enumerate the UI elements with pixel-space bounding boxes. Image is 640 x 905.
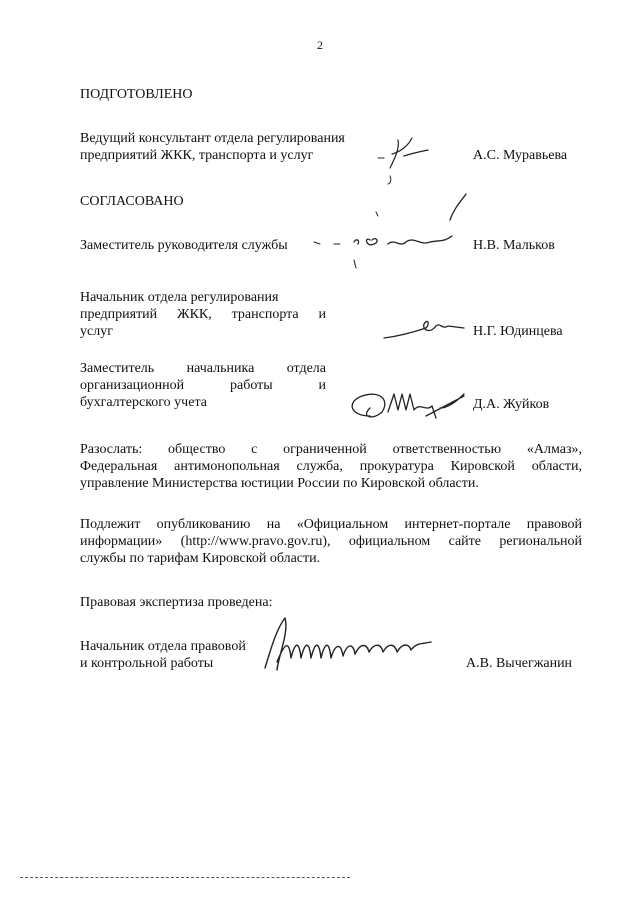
legal-review-role — [80, 638, 280, 672]
agreed-role-line: услуг — [80, 324, 113, 339]
agreed-heading: СОГЛАСОВАНО — [80, 194, 184, 209]
legal-review-text: Правовая экспертиза проведена: — [80, 595, 273, 610]
prepared-role-line: Ведущий консультант отдела регулирования — [80, 131, 345, 146]
agreed-role-1 — [80, 237, 320, 254]
prepared-role-line: предприятий ЖКК, транспорта и услуг — [80, 148, 314, 163]
publication-line: информации» (http://www.pravo.gov.ru), официальном сайте региональной — [80, 534, 582, 549]
signature-vychegzhanin — [255, 612, 445, 678]
distribution-line: Федеральная антимонопольная служба, прокуратура Кировской области, — [80, 459, 582, 474]
agreed-role-2 — [80, 289, 326, 340]
distribution-line: Разослать: общество с ограниченной ответственностью «Алмаз», — [80, 442, 582, 457]
footer-divider — [20, 877, 350, 878]
agreed-role-line: бухгалтерского учета — [80, 395, 207, 410]
signature-zhuikov — [340, 372, 480, 432]
publication-paragraph — [80, 516, 582, 567]
agreed-role-3 — [80, 360, 326, 411]
legal-review-role-line: и контрольной работы — [80, 656, 214, 671]
page-number: 2 — [317, 38, 323, 52]
signature-malkov — [310, 190, 480, 280]
publication-line: службы по тарифам Кировской области. — [80, 551, 321, 566]
agreed-name-3: Д.А. Жуйков — [473, 397, 550, 412]
prepared-role — [80, 130, 370, 164]
prepared-heading: ПОДГОТОВЛЕНО — [80, 87, 193, 102]
prepared-name: А.С. Муравьева — [473, 148, 568, 163]
distribution-paragraph — [80, 441, 582, 492]
distribution-line: управление Министерства юстиции России по Кировской области. — [80, 476, 479, 491]
agreed-name-1: Н.В. Мальков — [473, 238, 555, 253]
legal-review-name: А.В. Вычегжанин — [466, 656, 573, 671]
publication-line: Подлежит опубликованию на «Официальном интернет-портале правовой — [80, 517, 582, 532]
signature-muravyeva — [370, 128, 440, 190]
agreed-role-line: Заместитель начальника отдела — [80, 361, 326, 376]
agreed-role-line: Начальник отдела регулирования — [80, 290, 279, 305]
agreed-role-line: Заместитель руководителя службы — [80, 238, 288, 253]
agreed-name-2: Н.Г. Юдинцева — [473, 324, 563, 339]
agreed-role-line: организационной работы и — [80, 378, 326, 393]
signature-yudintseva — [380, 308, 470, 348]
legal-review-role-line: Начальник отдела правовой — [80, 639, 246, 654]
agreed-role-line: предприятий ЖКК, транспорта и — [80, 307, 326, 322]
